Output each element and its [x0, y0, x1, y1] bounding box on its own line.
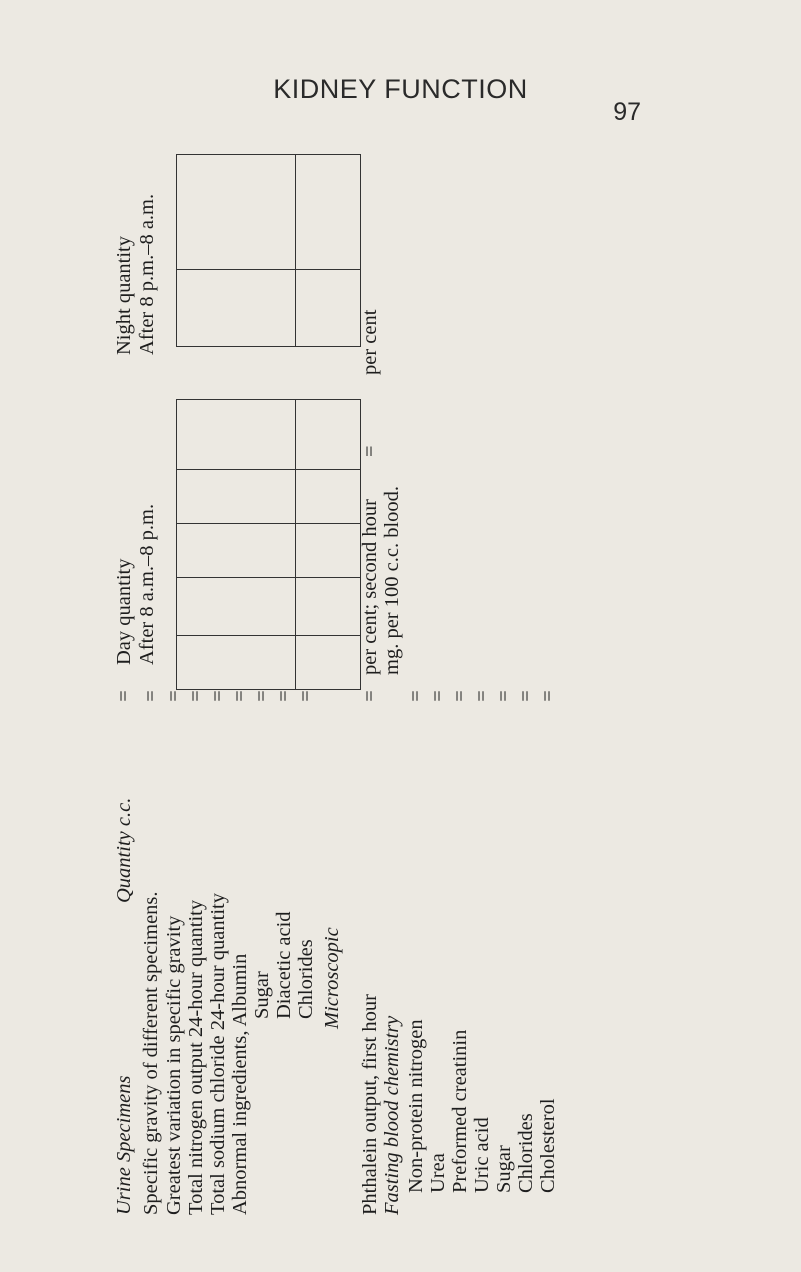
quantity-label: Quantity c.c.: [113, 797, 135, 903]
night-quantity-heading: [113, 194, 158, 355]
blood-row: Preformed creatinin: [449, 1029, 471, 1193]
urine-row: Sugar: [251, 971, 273, 1019]
equals-sign: =: [359, 445, 381, 457]
equals-sign: =: [359, 690, 381, 702]
blood-units: mg. per 100 c.c. blood.: [381, 485, 403, 675]
per-cent-label: per cent: [359, 309, 381, 375]
equals-sign: =: [537, 690, 559, 702]
blood-row: Cholesterol: [537, 1098, 559, 1193]
urine-row: Diacetic acid: [273, 911, 295, 1019]
equals-sign: =: [185, 690, 207, 702]
blood-row: Non-protein nitrogen: [405, 1019, 427, 1193]
kidney-function-form: [113, 75, 713, 1215]
equals-sign: =: [427, 690, 449, 702]
equals-sign: =: [471, 690, 493, 702]
day-quantity-heading: [113, 504, 158, 665]
urine-row: Total sodium chloride 24-hour quantity: [207, 893, 229, 1215]
equals-sign: =: [449, 690, 471, 702]
blood-row: Chlorides: [515, 1113, 537, 1193]
urine-specimens-label: Urine Specimens: [113, 1075, 135, 1215]
phthalein-units: per cent; second hour: [359, 499, 381, 675]
equals-sign: =: [207, 690, 229, 702]
running-title: KIDNEY FUNCTION: [273, 74, 528, 104]
blood-row: Uric acid: [471, 1117, 493, 1193]
equals-sign: =: [229, 690, 251, 702]
equals-sign: =: [493, 690, 515, 702]
equals-sign: =: [295, 690, 317, 702]
fasting-blood-chemistry-heading: Fasting blood chemistry: [381, 1015, 403, 1215]
microscopic-label: Microscopic: [321, 927, 343, 1029]
night-quantity-label: Night quantity: [113, 235, 135, 355]
equals-sign: =: [405, 690, 427, 702]
blood-row: Sugar: [493, 1145, 515, 1193]
equals-sign: =: [251, 690, 273, 702]
urine-specimens-heading: [113, 1076, 135, 1215]
urine-row: Greatest variation in specific gravity: [163, 915, 185, 1215]
equals-sign: =: [273, 690, 295, 702]
day-quantity-label: Day quantity: [113, 558, 135, 665]
page-number: 97: [613, 98, 641, 126]
equals-sign: =: [515, 690, 537, 702]
phthalein-row: Phthalein output, first hour: [359, 994, 381, 1215]
urine-row: Specific gravity of different specimens.: [140, 891, 162, 1215]
equals-sign: =: [140, 690, 162, 702]
urine-row: Chlorides: [295, 939, 317, 1019]
equals-sign: =: [163, 690, 185, 702]
blood-row: Urea: [427, 1153, 449, 1193]
urine-row: Total nitrogen output 24-hour quantity: [185, 899, 207, 1215]
urine-row: Abnormal ingredients, Albumin: [229, 953, 251, 1215]
day-quantity-hours: After 8 a.m.–8 p.m.: [135, 503, 158, 665]
equals-sign: =: [113, 690, 135, 702]
night-quantity-hours: After 8 p.m.–8 a.m.: [135, 193, 158, 355]
